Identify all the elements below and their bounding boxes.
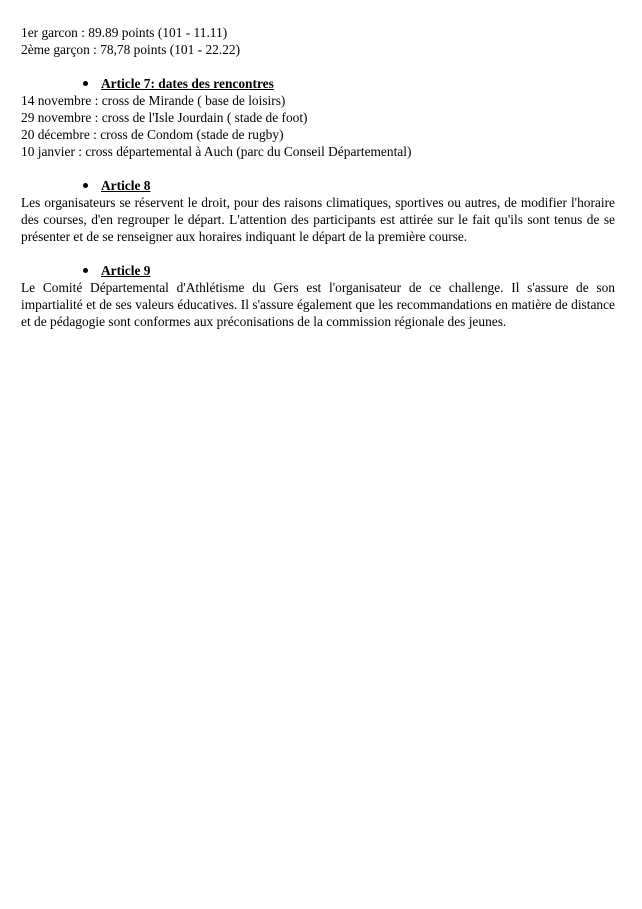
bullet-icon — [83, 268, 88, 273]
date-line-3: 20 décembre : cross de Condom (stade de rugby) — [21, 127, 284, 142]
article-7-title: Article 7: dates des rencontres — [101, 76, 274, 91]
article-8-heading — [21, 177, 615, 194]
spacer — [21, 245, 615, 262]
document-page — [21, 24, 615, 330]
spacer — [21, 160, 615, 177]
bullet-icon — [83, 81, 88, 86]
article-8-title: Article 8 — [101, 178, 151, 193]
article-9-heading — [21, 262, 615, 279]
article-9-title: Article 9 — [101, 263, 151, 278]
date-line-2: 29 novembre : cross de l'Isle Jourdain ( stade de foot) — [21, 110, 308, 125]
bullet-icon — [83, 183, 88, 188]
date-line-1: 14 novembre : cross de Mirande ( base de loisirs) — [21, 93, 286, 108]
article-8-text: Les organisateurs se réservent le droit, pour des raisons climatiques, sportives ou autres, de modifier l'horaire des courses, d'en regrouper le départ. L'attention des participants est attirée sur le fait qu'ils sont tenus de se présenter et de se renseigner aux horaires indiquant le départ de la première course. — [21, 195, 615, 244]
result-line-1: 1er garcon : 89.89 points (101 - 11.11) — [21, 25, 228, 40]
spacer — [21, 58, 615, 75]
article-7-heading — [21, 75, 615, 92]
result-line-2: 2ème garçon : 78,78 points (101 - 22.22) — [21, 42, 241, 57]
date-line-4: 10 janvier : cross départemental à Auch (parc du Conseil Départemental) — [21, 144, 412, 159]
article-9-text: Le Comité Départemental d'Athlétisme du Gers est l'organisateur de ce challenge. Il s'assure de son impartialité et de ses valeurs éducatives. Il s'assure également que les recommandations en matière de distance et de pédagogie sont conformes aux préconisations de la commission régionale des jeunes. — [21, 280, 615, 329]
